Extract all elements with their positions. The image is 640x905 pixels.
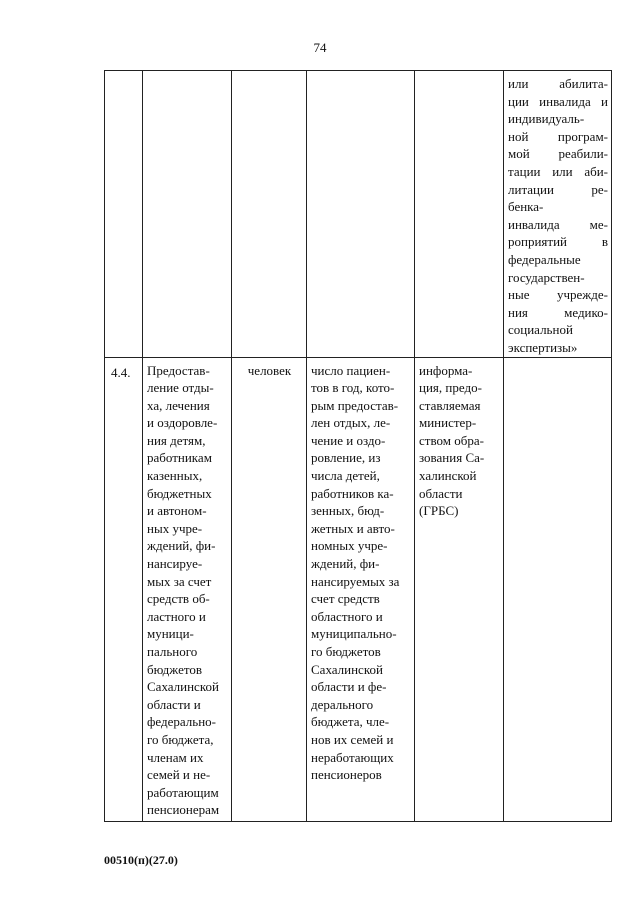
cell-number-empty xyxy=(105,71,143,358)
data-source: информа- ция, предо- ставляемая министер- ством обра- зования Са- халинской области (ГРБС) xyxy=(419,362,485,519)
cell-unit-empty xyxy=(232,71,307,358)
notes-continuation-line: государствен- xyxy=(508,269,585,285)
notes-continuation-line: инвалида ме- xyxy=(508,216,608,232)
notes-continuation-line: ции инвалида и xyxy=(508,93,608,109)
indicator-table xyxy=(104,70,612,822)
notes-continuation-line: индивидуаль- xyxy=(508,111,585,127)
cell-unit xyxy=(232,357,307,822)
notes-continuation-line: экспертизы» xyxy=(508,339,578,355)
indicator-definition: число пациен- тов в год, кото- рым предостав- лен отдых, ле- чение и оздо- ровление, из числа детей, работников ка- зенных, бюд- жетных и авто- номных учре- ждений, фи- нансируемых за счет средств областного и муниципально- го бюджетов Сахалинской области и фе- дерального бюджета, чле- нов их семей и неработающих пенсионеров xyxy=(311,362,400,783)
cell-definition-empty xyxy=(307,71,415,358)
notes-continuation-line: литации ре- xyxy=(508,181,608,197)
cell-source-empty xyxy=(415,71,504,358)
notes xyxy=(504,358,611,362)
notes-continuation-line: бенка- xyxy=(508,199,544,215)
notes-continuation-line: федеральные xyxy=(508,251,581,267)
cell-row-number xyxy=(105,357,143,822)
document-code: 00510(п)(27.0) xyxy=(104,853,178,867)
notes-continuation-line: роприятий в xyxy=(508,234,608,250)
cell-indicator-name xyxy=(143,357,232,822)
notes-continuation-line: или абилита- xyxy=(508,76,608,91)
table-row-continuation xyxy=(105,71,612,358)
notes-continuation-line: ные учрежде- xyxy=(508,287,608,303)
row-number: 4.4. xyxy=(111,364,131,380)
notes-continuation-line: ной програм- xyxy=(508,128,608,144)
table-row-4-4 xyxy=(105,357,612,822)
notes-continuation-line: социальной xyxy=(508,322,573,338)
page-number: 74 xyxy=(313,40,327,55)
cell-name-empty xyxy=(143,71,232,358)
notes-continuation-text xyxy=(504,71,611,357)
cell-notes-continuation xyxy=(504,71,612,358)
cell-notes xyxy=(504,357,612,822)
unit-of-measure: человек xyxy=(247,362,292,378)
cell-source xyxy=(415,357,504,822)
notes-continuation-line: мой реабили- xyxy=(508,146,608,162)
notes-continuation-line: ния медико- xyxy=(508,304,608,320)
cell-definition xyxy=(307,357,415,822)
notes-continuation-line: тации или аби- xyxy=(508,163,608,179)
indicator-name: Предостав- ление отды- ха, лечения и оздоровле- ния детям, работникам казенных, бюджетных и автоном- ных учре- ждений, фи- нансируе- мых за счет средств об- ластного и муници- пального бюджетов Сахалинской области и федерально- го бюджета, членам их семей и не- работающим пенсионерам xyxy=(147,362,220,818)
